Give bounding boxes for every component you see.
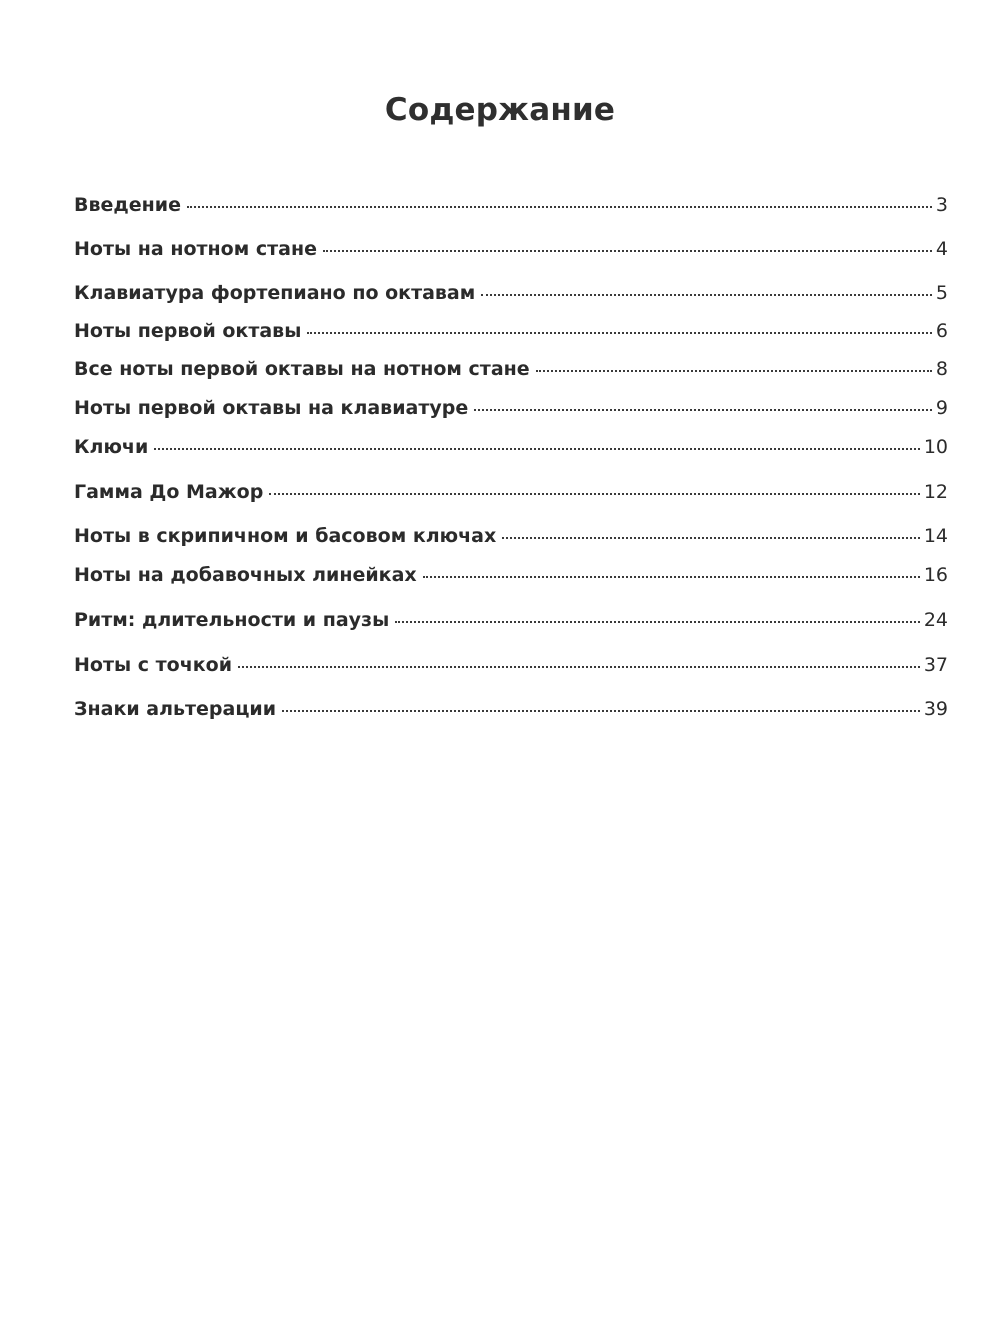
- page-title: Содержание: [384, 92, 616, 128]
- toc-entry-title: Ноты на нотном стане: [74, 238, 317, 260]
- toc-entry: [74, 396, 948, 420]
- dot-leader: [307, 332, 932, 334]
- toc-entry: [74, 480, 948, 504]
- dot-leader: [323, 250, 932, 252]
- toc-entry-page: 10: [923, 436, 948, 458]
- toc-entry: [74, 697, 948, 721]
- toc-entry-title: Ноты в скрипичном и басовом ключах: [74, 525, 497, 547]
- dot-leader: [187, 206, 932, 208]
- dot-leader: [395, 621, 920, 623]
- toc-entry: [74, 563, 948, 587]
- toc-entry-page: 16: [923, 564, 948, 586]
- toc-entry-page: 5: [935, 282, 948, 304]
- toc-entry-page: 3: [935, 194, 948, 216]
- toc-entry-page: 9: [935, 397, 948, 419]
- toc-entry-title: Ритм: длительности и паузы: [74, 609, 390, 631]
- toc-entry: [74, 435, 948, 459]
- toc-entry-page: 4: [935, 238, 948, 260]
- toc-entry-page: 24: [923, 609, 948, 631]
- toc-entry-page: 14: [923, 525, 948, 547]
- toc-entry-page: 8: [935, 358, 948, 380]
- dot-leader: [536, 370, 932, 372]
- toc-entry-title: Ноты первой октавы: [74, 320, 302, 342]
- toc-entry-title: Знаки альтерации: [74, 698, 277, 720]
- toc-entry-title: Ноты первой октавы на клавиатуре: [74, 397, 469, 419]
- toc-entry: [74, 281, 948, 305]
- toc-entry-page: 37: [923, 654, 948, 676]
- toc-entry: [74, 193, 948, 217]
- dot-leader: [269, 493, 920, 495]
- toc-entry: [74, 237, 948, 261]
- toc-entry-title: Ноты на добавочных линейках: [74, 564, 417, 586]
- toc-entry: [74, 524, 948, 548]
- toc-entry-title: Все ноты первой октавы на нотном стане: [74, 358, 530, 380]
- toc-entry: [74, 357, 948, 381]
- toc-entry-title: Клавиатура фортепиано по октавам: [74, 282, 476, 304]
- dot-leader: [282, 710, 920, 712]
- toc-entry: [74, 608, 948, 632]
- toc-entry: [74, 319, 948, 343]
- dot-leader: [154, 448, 920, 450]
- toc-entry: [74, 653, 948, 677]
- dot-leader: [474, 409, 932, 411]
- toc-entry-title: Введение: [74, 194, 181, 216]
- table-of-contents: [74, 0, 948, 1317]
- dot-leader: [423, 576, 920, 578]
- dot-leader: [481, 294, 932, 296]
- toc-entry-page: 6: [935, 320, 948, 342]
- toc-entry-title: Ноты с точкой: [74, 654, 233, 676]
- toc-entry-page: 39: [923, 698, 948, 720]
- dot-leader: [502, 537, 920, 539]
- toc-entry-title: Гамма До Мажор: [74, 481, 264, 503]
- toc-entry-title: Ключи: [74, 436, 149, 458]
- toc-entry-page: 12: [923, 481, 948, 503]
- dot-leader: [238, 666, 920, 668]
